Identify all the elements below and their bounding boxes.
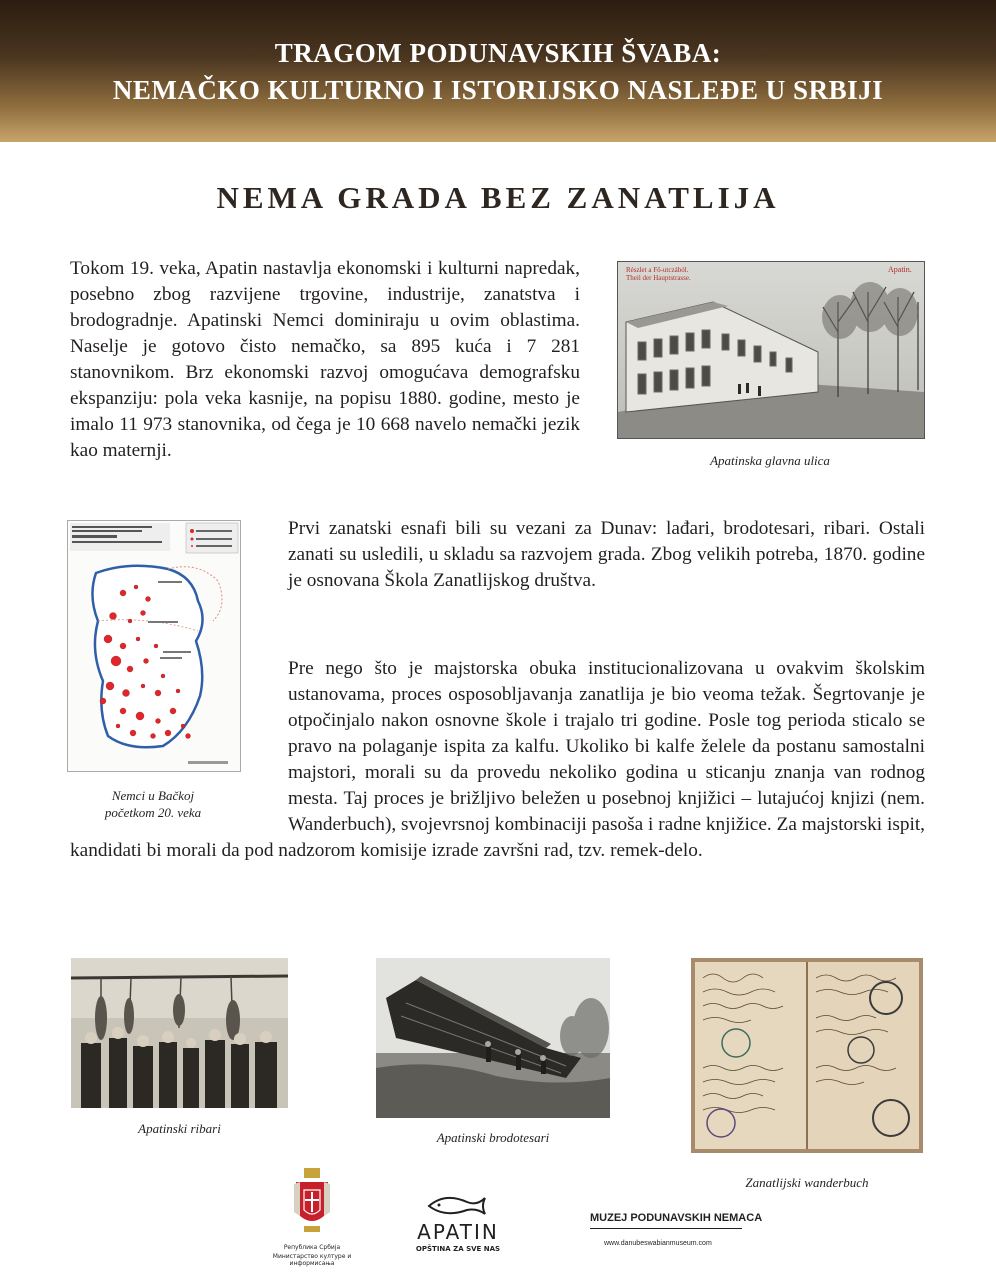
page-title: NEMA GRADA BEZ ZANATLIJA [216, 180, 780, 215]
paragraph-3: Pre nego što je majstorska obuka institucionalizovana u ovakvim školskim ustanovama, proces osposobljavanja zanatlija je bio veoma težak. Šegrtovanje je otpočinjalo nakon osnovne škole i trajalo tri godine. Posle tog perioda sticalo se pravo na polaganje ispita za kalfu. Ukoliko bi kalfe želele da postanu samostalni majstori, morali su da provedu nekoliko godina u sticanju znanja van rodnog mesta. Taj proces je brižljivo beležen u posebnoj knjižici – lutajućoj knjizi (nem. Wanderbuch), svojevrsnoj kombinaciji pasoša i radne knjižice. Za majstorski ispit, kandidati bi morali da pod nadzorom komisije izrade završni rad, tzv. remek-delo. [70, 658, 925, 861]
postcard-caption-right: Apatin. [888, 265, 912, 274]
fish-logo-icon [423, 1192, 493, 1218]
postcard-caption-left-2: Theil der Hauptstrasse. [626, 274, 691, 282]
map-float-spacer [70, 656, 288, 838]
paragraph-1: Tokom 19. veka, Apatin nastavlja ekonomski i kulturni napredak, posebno zbog razvijene trgovine, industrije, zanatstva i brodogradnje. Apatinski Nemci dominiraju u ovim oblastima. Naselje je gotovo čisto nemačko, sa 895 kuća i 7 281 stanovnikom. Brz ekonomski razvoj omogućava demografsku ekspanziju: pola veka kasnije, na popisu 1880. godine, mesto je imalo 11 973 stanovnika, od čega je 10 668 navelo nemački jezik kao maternji. [70, 258, 580, 461]
apatin-name: APATIN [417, 1220, 499, 1244]
photo-wanderbuch [691, 958, 923, 1153]
museum-logo [590, 1212, 763, 1252]
caption-shipwrights: Apatinski brodotesari [436, 1130, 550, 1145]
serbia-line-1: Република Србија [283, 1244, 341, 1251]
caption-main-street: Apatinska glavna ulica [710, 453, 830, 468]
serbian-coat-of-arms-icon [292, 1168, 332, 1240]
photo-shipwrights [376, 958, 610, 1118]
header-line-1: TRAGOM PODUNAVSKIH ŠVABA: [274, 38, 722, 68]
caption-fishermen: Apatinski ribari [138, 1121, 221, 1136]
serbia-line-2: Министарство културе и информисања [272, 1253, 352, 1267]
photo-main-street [617, 261, 925, 439]
apatin-slogan: OPŠTINA ZA SVE NAS [415, 1245, 501, 1253]
serbia-logo [252, 1168, 372, 1268]
caption-map-line-1: Nemci u Bačkoj [111, 788, 195, 803]
header-banner [0, 0, 996, 142]
museum-url: www.danubeswabianmuseum.com [604, 1240, 712, 1247]
paragraph-2: Prvi zanatski esnafi bili su vezani za Dunav: lađari, brodotesari, ribari. Ostali zanati su usledili, u skladu sa razvojem grada. Zbog velikih potreba, 1870. godine je osnovana Škola Zanatlijskog društva. [288, 518, 925, 591]
paragraph-3-container [70, 656, 925, 864]
apatin-logo [405, 1190, 511, 1262]
header-line-2: NEMAČKO KULTURNO I ISTORIJSKO NASLEĐE U SRBIJI [112, 75, 884, 105]
caption-map-line-2: početkom 20. veka [104, 805, 202, 820]
postcard-caption-left: Részlet a Fő-utczából. [626, 266, 689, 274]
caption-wanderbuch: Zanatlijski wanderbuch [745, 1175, 869, 1190]
museum-name: MUZEJ PODUNAVSKIH NEMACA [590, 1212, 763, 1224]
museum-divider [590, 1228, 742, 1229]
photo-fishermen [71, 958, 288, 1108]
